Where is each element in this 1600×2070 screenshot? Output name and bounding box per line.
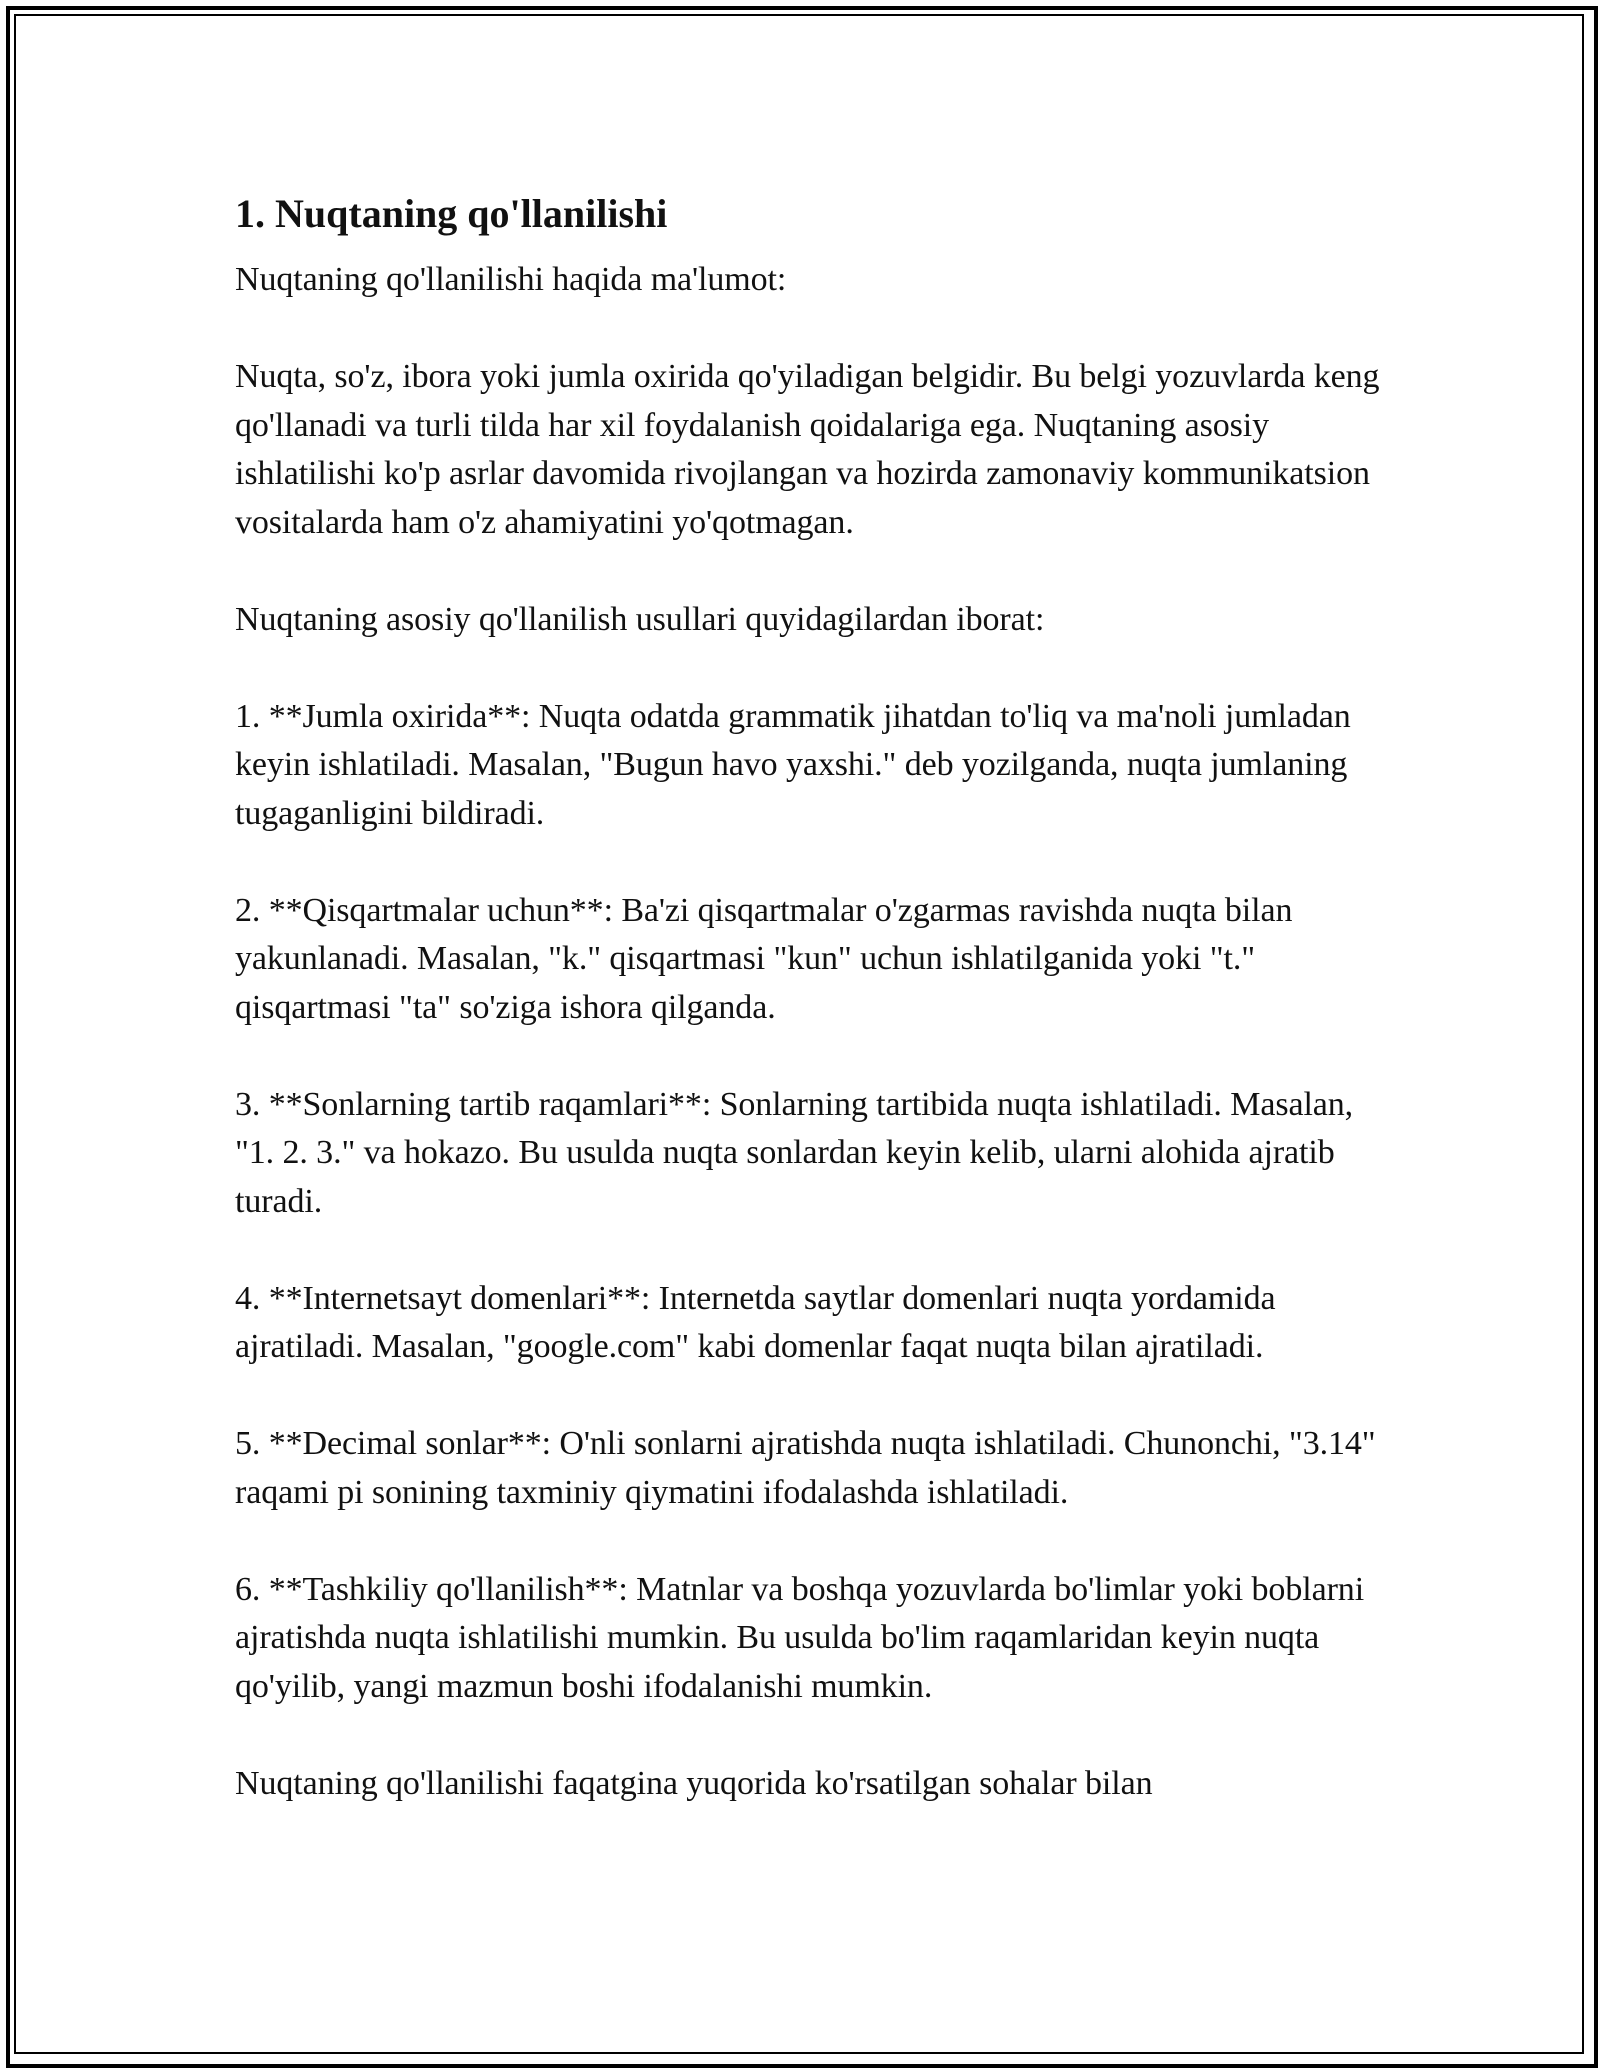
paragraph-definition: Nuqta, so'z, ibora yoki jumla oxirida qo'yiladigan belgidir. Bu belgi yozuvlarda keng qo'llanadi va turli tilda har xil foydalanish qoidalariga ega. Nuqtaning asosiy ishlatilishi ko'p asrlar davomida rivojlangan va hozirda zamonaviy kommunikatsion vositalarda ham o'z ahamiyatini yo'qotmagan. [235, 358, 1380, 541]
paragraph-intro: Nuqtaning qo'llanilishi haqida ma'lumot: [235, 261, 787, 298]
list-item-internet-domains: 4. **Internetsayt domenlari**: Internetda saytlar domenlari nuqta yordamida ajratiladi. Masalan, "google.com" kabi domenlar faqat nuqta bilan ajratiladi. [235, 1279, 1276, 1365]
list-item-organizational-use: 6. **Tashkiliy qo'llanilish**: Matnlar va boshqa yozuvlarda bo'limlar yoki boblarni ajratishda nuqta ishlatilishi mumkin. Bu usulda bo'lim raqamlaridan keyin nuqta qo'yilib, yangi mazmun boshi ifodalanishi mumkin. [235, 1570, 1365, 1705]
paragraph-methods-intro: Nuqtaning asosiy qo'llanilish usullari quyidagilardan iborat: [235, 600, 1045, 638]
paragraph-conclusion: Nuqtaning qo'llanilishi faqatgina yuqorida ko'rsatilgan sohalar bilan [235, 1764, 1153, 1802]
list-item-decimal-numbers: 5. **Decimal sonlar**: O'nli sonlarni ajratishda nuqta ishlatiladi. Chunonchi, "3.14" raqami pi sonining taxminiy qiymatini ifodalashda ishlatiladi. [235, 1425, 1376, 1511]
list-item-abbreviations: 2. **Qisqartmalar uchun**: Ba'zi qisqartmalar o'zgarmas ravishda nuqta bilan yakunlanadi. Masalan, "k." qisqartmasi "kun" uchun ishlatilganida yoki "t." qisqartmasi "ta" so'ziga ishora qilganda. [235, 891, 1293, 1026]
page-title: 1. Nuqtaning qo'llanilishi [235, 191, 668, 236]
document-body [235, 186, 1395, 1808]
list-item-ordinal-numbers: 3. **Sonlarning tartib raqamlari**: Sonlarning tartibida nuqta ishlatiladi. Masalan, "1. 2. 3." va hokazo. Bu usulda nuqta sonlardan keyin kelib, ularni alohida ajratib turadi. [235, 1085, 1354, 1220]
list-item-sentence-end: 1. **Jumla oxirida**: Nuqta odatda grammatik jihatdan to'liq va ma'noli jumladan keyin ishlatiladi. Masalan, "Bugun havo yaxshi." deb yozilganda, nuqta jumlaning tugaganligini bildiradi. [235, 697, 1351, 832]
